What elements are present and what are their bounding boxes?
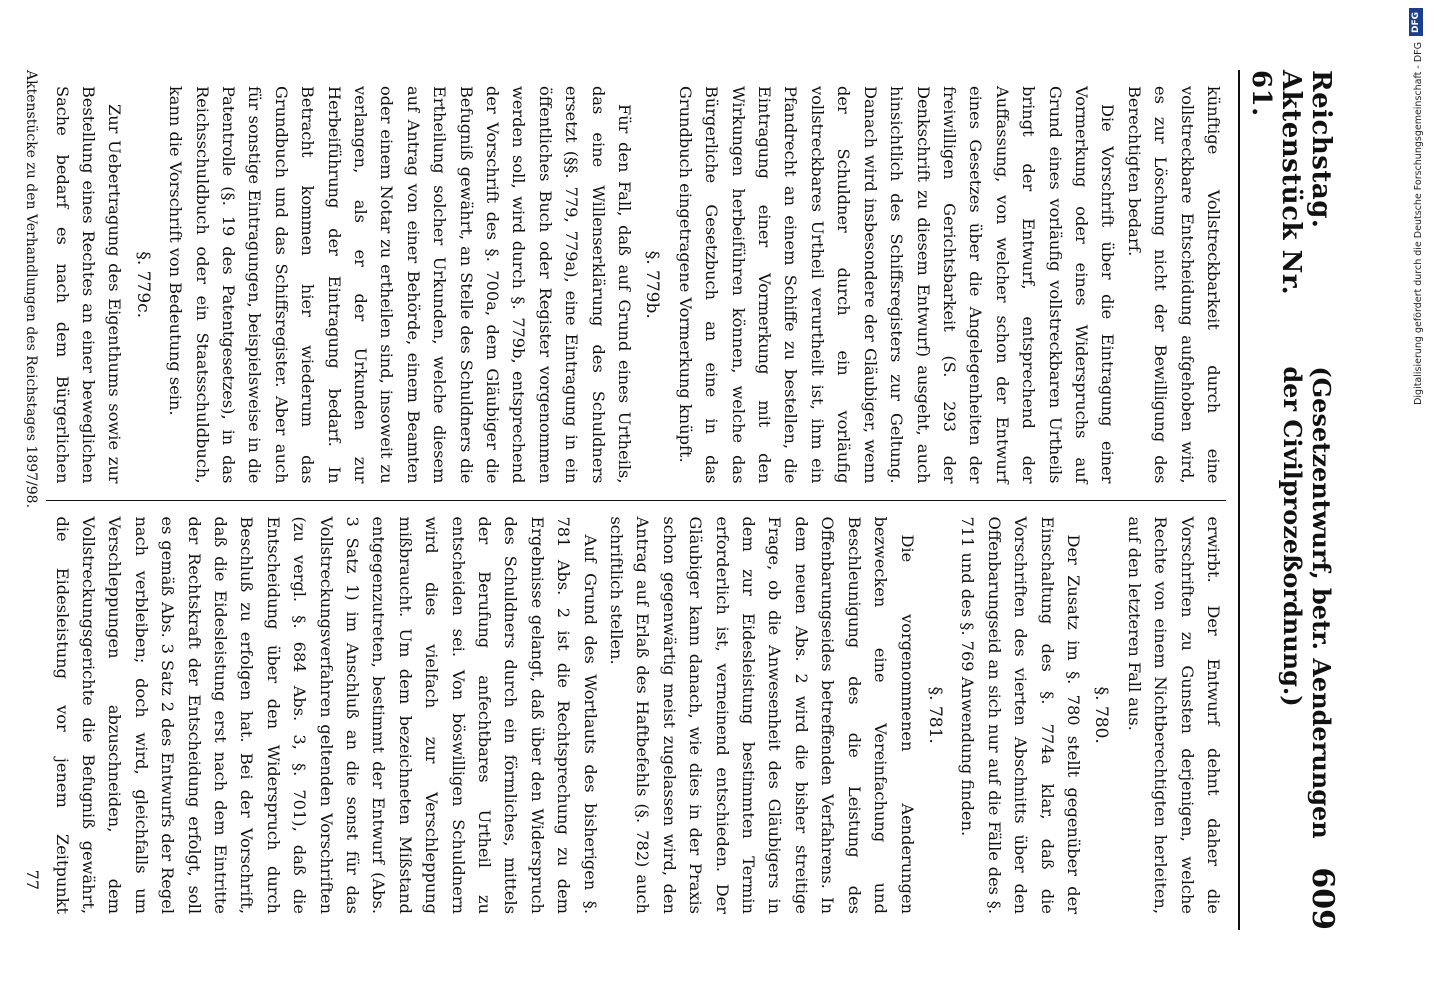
paragraph: Für den Fall, daß auf Grund eines Urtheils, das eine Willenserklärung des Schuldners ersetzt (§§. 779, 779a), eine Eintragung in ein öffentliches Buch oder Register vorgenommen werden soll, wird durch §. 779b, entsprechend der Vorschrift des §. 700a, dem Gläubiger die Befugniß gewährt, an Stelle des Schuldners die Ertheilung solcher Urkunden, welche diesem auf Antrag von einer Behörde, einem Beamten oder einem Notar zu ertheilen sind, insoweit zu verlangen, als er der Urkunden zur Herbeiführung der Eintragung bedarf. In Betracht kommen hier wiederum das Grundbuch und das Schiffsregister. Aber auch für sonstige Eintragungen, beispielsweise in die Patentrolle (§. 19 des Patentgesetzes), in das Reichsschuldbuch oder ein Staatsschuldbuch, kann die Vorschrift von Bedeutung sein. [166,86,635,484]
paragraph: Zur Uebertragung des Eigenthums sowie zur Bestellung eines Rechtes an einer beweglichen Sache bedarf es nach dem Bürgerlichen [52,86,125,484]
section-heading: §. 781. [924,686,945,744]
header-left [1246,70,1336,366]
footer-source: Aktenstücke zu den Verhandlungen des Reichstages 1897/98. [23,70,39,509]
paragraph: Die Vorschrift über die Eintragung einer Vormerkung oder eines Widerspruchs auf Grund eines vorläufig vollstreckbaren Urtheils bringt der Entwurf, entsprechend der Auffassung, von welcher schon der Entwurf eines Gesetzes über die Angelegenheiten der freiwilligen Gerichtsbarkeit (S. 293 der Denkschrift zu diesem Entwurf) ausgeht, auch hinsichtlich des Schiffsregisters zur Geltung. Danach wird insbesondere der Gläubiger, wenn der Schuldner durch ein vorläufig vollstreckbares Urtheil verurtheilt ist, ihm ein Pfandrecht an einem Schiffe zu bestellen, die Eintragung einer Vormerkung mit den Wirkungen herbeiführen können, welche das Bürgerliche Gesetzbuch an eine in das Grundbuch eingetragene Vormerkung knüpft. [675,86,1118,484]
document-number: Aktenstück Nr. 61. [1246,70,1306,296]
page-header [1238,70,1340,930]
digitization-credit: Digitalisierung gefördert durch die Deutsche Forschungsgemeinschaft - DFG [1413,42,1424,405]
paragraph: Die vorgenommenen Aenderungen bezwecken eine Vereinfachung und Beschleunigung des die Leistung des Offenbarungseides betreffenden Verfahrens. In dem neuen Abs. 2 wird die bisher streitige Frage, ob die Anwesenheit des Gläubigers in dem zur Eidesleistung bestimmten Termin erforderlich ist, verneinend entschieden. Der Gläubiger kann danach, wie dies in der Praxis schon gegenwärtig meist zugelassen wird, den Antrag auf Erlaß des Haftbefehls (§. 782) auch schriftlich stellen. [607,516,917,914]
paragraph: Der Zusatz im §. 780 stellt gegenüber der Einschaltung des §. 774a klar, daß die Vorschriften des vierten Abschnitts über den Offenbarungseid an sich nur auf die Fälle des §. 711 und des §. 769 Anwendung finden. [958,516,1083,914]
dfg-logo-icon: DFG [1409,8,1423,36]
document-subject: (Gesetzentwurf, betr. Aenderungen der Civilprozeßordnung.) [1278,366,1336,839]
institution-title: Reichstag. [1306,70,1336,229]
paragraph: künftige Vollstreckbarkeit durch eine vollstreckbare Entscheidung aufgehoben wird, es zur Löschung nicht der Bewilligung des Berechtigten bedarf. [1124,86,1223,484]
section-heading: §. 779b. [642,250,663,319]
column-left [46,70,1226,500]
paragraph: Auf Grund des Wortlauts des bisherigen §. 781 Abs. 2 ist die Rechtsprechung zu dem Ergebnisse gelangt, daß über den Widerspruch des Schuldners durch ein förmliches, mittels der Berufung anfechtbares Urtheil zu entscheiden sei. Von böswilligen Schuldnern wird dies vielfach zur Verschleppung mißbraucht. Um dem bezeichneten Mißstand entgegenzutreten, bestimmt der Entwurf (Abs. 3 Satz 1) im Anschluß an die sonst für das Vollstreckungsverfahren geltenden Vorschriften (zu vergl. §. 684 Abs. 3, §. 701), daß die Entscheidung über den Widerspruch durch Beschluß zu erfolgen hat. Bei der Vorschrift, daß die Eidesleistung erst nach dem Eintritte der Rechtskraft der Entscheidung erfolgt, soll es gemäß Abs. 3 Satz 2 des Entwurfs der Regel nach verbleiben; doch wird, gleichfalls um Verschleppungen abzuschneiden, dem Vollstreckungsgerichte die Befugniß gewährt, die Eidesleistung vor jenem Zeitpunkt [52,516,600,914]
section-heading: §. 779c. [132,251,153,319]
column-right [46,500,1226,931]
attribution-strip [1400,0,1434,1000]
page-number: 609 [1305,867,1340,930]
paragraph: erwirbt. Der Entwurf dehnt daher die Vorschriften zu Gunsten derjenigen, welche Rechte von einem Nichtberechtigten herleiten, auf den letzteren Fall aus. [1124,516,1223,914]
text-columns [46,70,1226,930]
page-footer [23,70,42,930]
signature-number: 77 [23,869,42,890]
section-heading: §. 780. [1091,686,1112,744]
